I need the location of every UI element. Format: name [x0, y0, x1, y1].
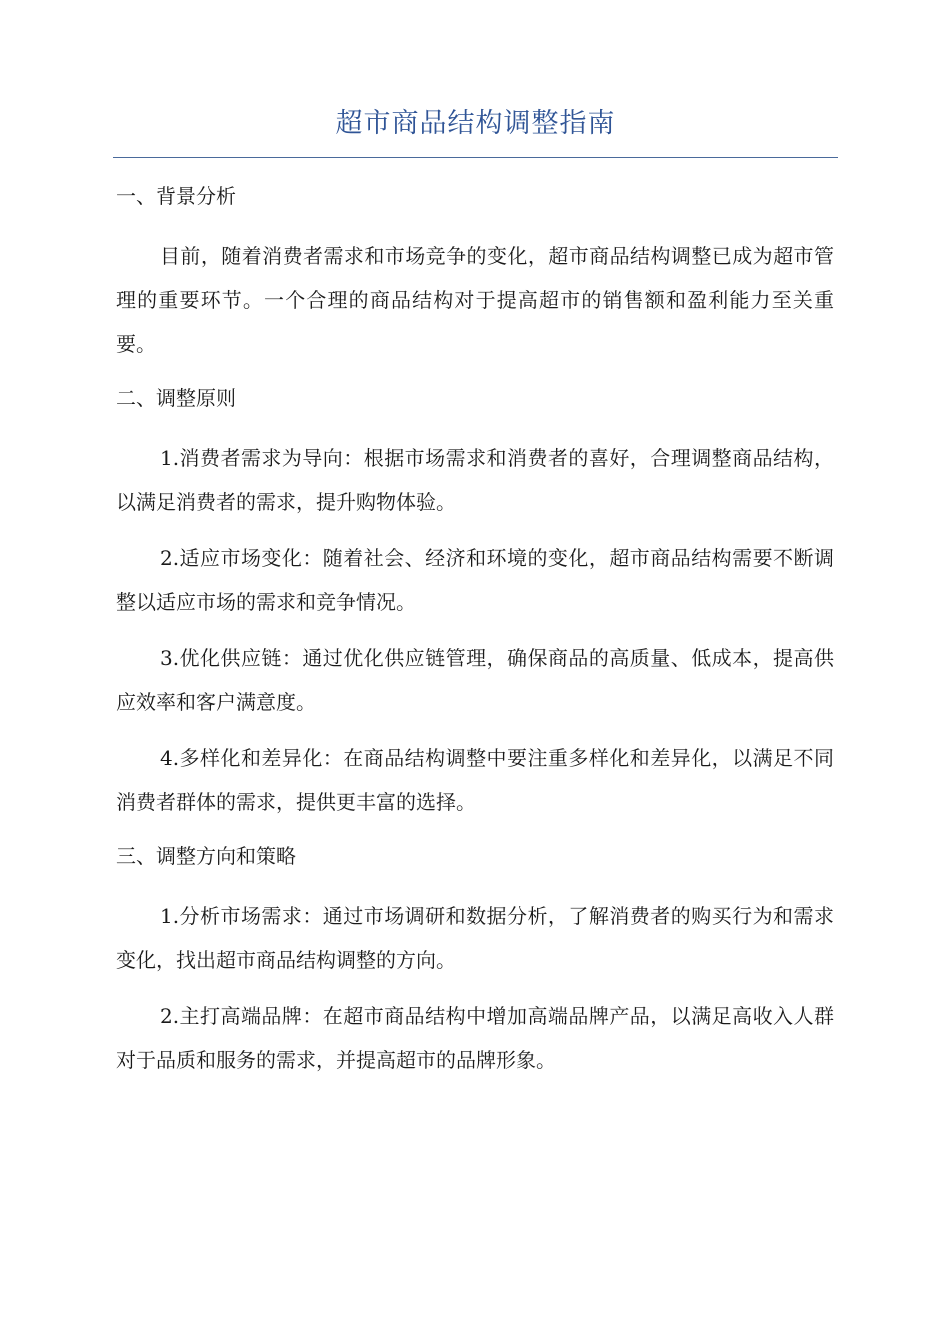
paragraph: 2.适应市场变化：随着社会、经济和环境的变化，超市商品结构需要不断调整以适应市场的需求和竞争情况。: [116, 546, 834, 614]
paragraph: 2.主打高端品牌：在超市商品结构中增加高端品牌产品，以满足高收入人群对于品质和服务的需求，并提高超市的品牌形象。: [116, 1004, 834, 1072]
paragraph: 3.优化供应链：通过优化供应链管理，确保商品的高质量、低成本，提高供应效率和客户满意度。: [116, 646, 834, 714]
paragraph: 1.分析市场需求：通过市场调研和数据分析，了解消费者的购买行为和需求变化，找出超市商品结构调整的方向。: [116, 904, 834, 972]
document-body: [116, 176, 834, 1082]
paragraph: 1.消费者需求为导向：根据市场需求和消费者的喜好，合理调整商品结构，以满足消费者的需求，提升购物体验。: [116, 446, 834, 514]
paragraph: 4.多样化和差异化：在商品结构调整中要注重多样化和差异化，以满足不同消费者群体的需求，提供更丰富的选择。: [116, 746, 834, 814]
section-heading: 二、调整原则: [116, 386, 236, 410]
document-title: 超市商品结构调整指南: [335, 108, 616, 139]
section-heading: 三、调整方向和策略: [116, 844, 296, 868]
section-principles: [116, 378, 834, 836]
section-strategies: [116, 836, 834, 1082]
section-background: [116, 176, 834, 378]
paragraph: 目前，随着消费者需求和市场竞争的变化，超市商品结构调整已成为超市管理的重要环节。一个合理的商品结构对于提高超市的销售额和盈利能力至关重要。: [116, 244, 834, 356]
section-heading: 一、背景分析: [116, 184, 236, 208]
title-divider: [113, 157, 838, 158]
